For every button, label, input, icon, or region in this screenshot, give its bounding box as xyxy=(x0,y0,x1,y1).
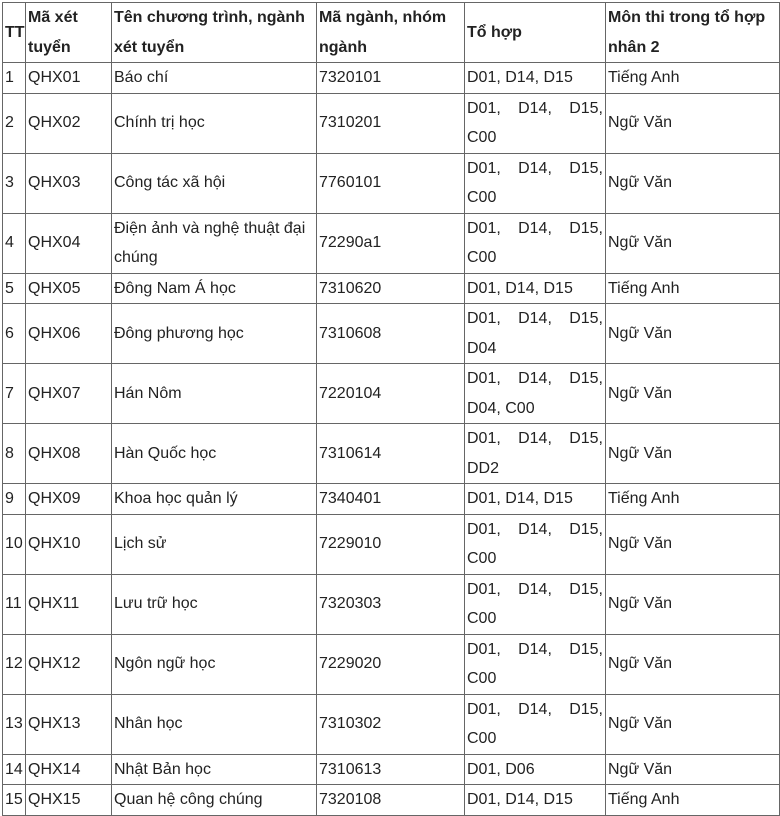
cell-ma-xet-tuyen: QHX04 xyxy=(26,213,112,273)
header-mon-thi: Môn thi trong tổ hợp nhân 2 xyxy=(606,3,780,63)
cell-ma-xet-tuyen: QHX15 xyxy=(26,785,112,816)
cell-tt: 10 xyxy=(3,514,26,574)
cell-mon-thi: Ngữ Văn xyxy=(606,754,780,785)
table-row xyxy=(3,785,780,816)
header-ten-chuong-trinh: Tên chương trình, ngành xét tuyển xyxy=(112,3,317,63)
cell-to-hop: D01, D14, D15, D04 xyxy=(465,304,606,364)
cell-tt: 11 xyxy=(3,574,26,634)
table-row xyxy=(3,424,780,484)
cell-mon-thi: Tiếng Anh xyxy=(606,273,780,304)
cell-ma-nganh: 7220104 xyxy=(317,364,465,424)
cell-ten-chuong-trinh: Hán Nôm xyxy=(112,364,317,424)
cell-to-hop: D01, D14, D15, C00 xyxy=(465,213,606,273)
cell-ma-xet-tuyen: QHX12 xyxy=(26,634,112,694)
table-row xyxy=(3,304,780,364)
cell-tt: 4 xyxy=(3,213,26,273)
cell-tt: 2 xyxy=(3,93,26,153)
cell-ma-xet-tuyen: QHX14 xyxy=(26,754,112,785)
cell-ma-nganh: 7310201 xyxy=(317,93,465,153)
cell-mon-thi: Ngữ Văn xyxy=(606,514,780,574)
cell-ma-nganh: 7320101 xyxy=(317,63,465,94)
table-row xyxy=(3,213,780,273)
cell-ma-nganh: 7229010 xyxy=(317,514,465,574)
cell-ten-chuong-trinh: Đông phương học xyxy=(112,304,317,364)
cell-ma-xet-tuyen: QHX03 xyxy=(26,153,112,213)
cell-tt: 7 xyxy=(3,364,26,424)
cell-ten-chuong-trinh: Công tác xã hội xyxy=(112,153,317,213)
cell-ma-nganh: 7310614 xyxy=(317,424,465,484)
admission-table xyxy=(2,2,780,816)
header-to-hop: Tổ hợp xyxy=(465,3,606,63)
cell-to-hop: D01, D14, D15, C00 xyxy=(465,153,606,213)
cell-to-hop: D01, D14, D15, C00 xyxy=(465,634,606,694)
table-row xyxy=(3,574,780,634)
cell-ma-nganh: 7310620 xyxy=(317,273,465,304)
cell-ten-chuong-trinh: Báo chí xyxy=(112,63,317,94)
cell-ma-nganh: 7320303 xyxy=(317,574,465,634)
table-row xyxy=(3,514,780,574)
cell-ma-nganh: 7310613 xyxy=(317,754,465,785)
cell-ma-nganh: 7229020 xyxy=(317,634,465,694)
cell-tt: 6 xyxy=(3,304,26,364)
cell-ma-xet-tuyen: QHX02 xyxy=(26,93,112,153)
table-row xyxy=(3,93,780,153)
table-row xyxy=(3,273,780,304)
cell-mon-thi: Ngữ Văn xyxy=(606,364,780,424)
table-row xyxy=(3,153,780,213)
cell-ma-nganh: 7310608 xyxy=(317,304,465,364)
cell-tt: 3 xyxy=(3,153,26,213)
cell-tt: 15 xyxy=(3,785,26,816)
cell-ten-chuong-trinh: Nhật Bản học xyxy=(112,754,317,785)
table-row xyxy=(3,364,780,424)
cell-ten-chuong-trinh: Điện ảnh và nghệ thuật đại chúng xyxy=(112,213,317,273)
table-header xyxy=(3,3,780,63)
cell-tt: 14 xyxy=(3,754,26,785)
cell-mon-thi: Ngữ Văn xyxy=(606,153,780,213)
cell-ten-chuong-trinh: Chính trị học xyxy=(112,93,317,153)
cell-ma-xet-tuyen: QHX01 xyxy=(26,63,112,94)
cell-ma-nganh: 7760101 xyxy=(317,153,465,213)
cell-mon-thi: Tiếng Anh xyxy=(606,785,780,816)
cell-to-hop: D01, D14, D15, C00 xyxy=(465,694,606,754)
cell-to-hop: D01, D14, D15, D04, C00 xyxy=(465,364,606,424)
cell-ten-chuong-trinh: Khoa học quản lý xyxy=(112,484,317,515)
cell-ten-chuong-trinh: Đông Nam Á học xyxy=(112,273,317,304)
cell-tt: 8 xyxy=(3,424,26,484)
cell-ten-chuong-trinh: Lưu trữ học xyxy=(112,574,317,634)
cell-mon-thi: Ngữ Văn xyxy=(606,424,780,484)
cell-to-hop: D01, D14, D15, C00 xyxy=(465,93,606,153)
cell-ma-nganh: 7320108 xyxy=(317,785,465,816)
cell-ma-xet-tuyen: QHX08 xyxy=(26,424,112,484)
cell-mon-thi: Ngữ Văn xyxy=(606,213,780,273)
cell-mon-thi: Tiếng Anh xyxy=(606,63,780,94)
cell-to-hop: D01, D14, D15, C00 xyxy=(465,574,606,634)
cell-tt: 9 xyxy=(3,484,26,515)
cell-ma-xet-tuyen: QHX07 xyxy=(26,364,112,424)
cell-to-hop: D01, D14, D15 xyxy=(465,273,606,304)
table-row xyxy=(3,694,780,754)
cell-mon-thi: Ngữ Văn xyxy=(606,93,780,153)
cell-ten-chuong-trinh: Ngôn ngữ học xyxy=(112,634,317,694)
cell-mon-thi: Ngữ Văn xyxy=(606,634,780,694)
cell-ma-xet-tuyen: QHX09 xyxy=(26,484,112,515)
cell-to-hop: D01, D14, D15 xyxy=(465,484,606,515)
table-row xyxy=(3,754,780,785)
cell-ten-chuong-trinh: Quan hệ công chúng xyxy=(112,785,317,816)
cell-to-hop: D01, D14, D15, DD2 xyxy=(465,424,606,484)
cell-tt: 5 xyxy=(3,273,26,304)
cell-ma-xet-tuyen: QHX05 xyxy=(26,273,112,304)
table-row xyxy=(3,484,780,515)
cell-ten-chuong-trinh: Nhân học xyxy=(112,694,317,754)
table-row xyxy=(3,634,780,694)
cell-ten-chuong-trinh: Hàn Quốc học xyxy=(112,424,317,484)
header-ma-nganh: Mã ngành, nhóm ngành xyxy=(317,3,465,63)
header-row xyxy=(3,3,780,63)
cell-tt: 12 xyxy=(3,634,26,694)
header-ma-xet-tuyen: Mã xét tuyển xyxy=(26,3,112,63)
cell-mon-thi: Ngữ Văn xyxy=(606,694,780,754)
cell-to-hop: D01, D14, D15 xyxy=(465,785,606,816)
cell-ma-xet-tuyen: QHX06 xyxy=(26,304,112,364)
cell-ma-nganh: 7340401 xyxy=(317,484,465,515)
table-body xyxy=(3,63,780,816)
cell-to-hop: D01, D06 xyxy=(465,754,606,785)
cell-ma-xet-tuyen: QHX13 xyxy=(26,694,112,754)
cell-tt: 1 xyxy=(3,63,26,94)
cell-ten-chuong-trinh: Lịch sử xyxy=(112,514,317,574)
cell-to-hop: D01, D14, D15, C00 xyxy=(465,514,606,574)
header-tt: TT xyxy=(3,3,26,63)
cell-mon-thi: Ngữ Văn xyxy=(606,304,780,364)
cell-ma-nganh: 7310302 xyxy=(317,694,465,754)
cell-ma-xet-tuyen: QHX11 xyxy=(26,574,112,634)
cell-mon-thi: Ngữ Văn xyxy=(606,574,780,634)
table-row xyxy=(3,63,780,94)
cell-ma-xet-tuyen: QHX10 xyxy=(26,514,112,574)
cell-ma-nganh: 72290a1 xyxy=(317,213,465,273)
cell-to-hop: D01, D14, D15 xyxy=(465,63,606,94)
cell-mon-thi: Tiếng Anh xyxy=(606,484,780,515)
cell-tt: 13 xyxy=(3,694,26,754)
